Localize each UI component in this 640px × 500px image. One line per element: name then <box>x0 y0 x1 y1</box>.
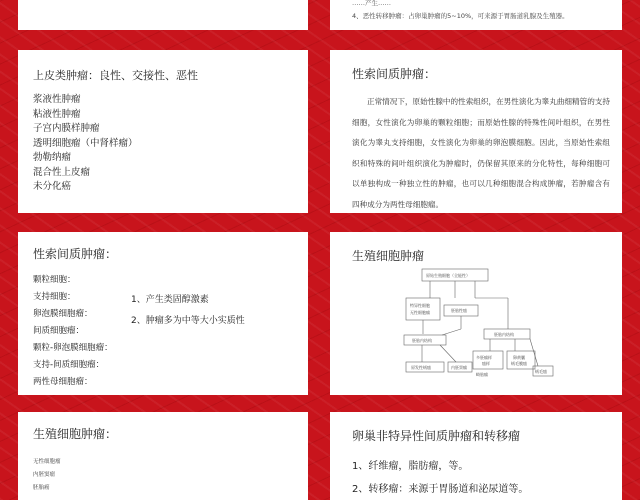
node-leaf-3: 畸胎瘤 <box>476 372 488 377</box>
list-item: 卵泡膜细胞瘤： <box>33 309 93 319</box>
epithelial-list <box>33 93 138 195</box>
list-item: 间质细胞瘤： <box>33 326 85 336</box>
slide-germ-diagram <box>330 232 622 395</box>
node-right-leaf-1: 卵黄囊 <box>513 355 525 360</box>
list-item: 两性母细胞瘤： <box>33 377 93 387</box>
cell-type-list <box>33 272 113 391</box>
top-right-line-2: 4、恶性转移肿瘤：占卵巢肿瘤的5~10%，可来源于胃肠道乳腺及生殖器。 <box>352 12 569 20</box>
list-item: 勃勒纳瘤 <box>33 152 72 163</box>
node-mid-leaf-1: 多胚瘤样 <box>476 355 492 360</box>
slide-nonspecific <box>330 412 622 500</box>
germ-cell-diagram <box>330 232 622 395</box>
list-item: 子宫内膜样肿瘤 <box>33 123 100 134</box>
list-item: 内胚窦瘤 <box>33 472 56 478</box>
node-leaf-1: 原发性绒癌 <box>411 365 431 370</box>
note-1: 1、产生类固醇激素 <box>131 295 209 305</box>
node-leaf-2: 内胚窦瘤 <box>451 365 467 370</box>
slide-epithelial <box>18 50 308 213</box>
slide-title: 性索间质肿瘤： <box>33 247 118 261</box>
list-item: 支持细胞： <box>33 292 76 302</box>
node-left-branch-2: 无性细胞瘤 <box>410 310 430 315</box>
germ-list <box>33 456 61 495</box>
list-item: 胚胎癌 <box>33 485 50 491</box>
list-item: 透明细胞瘤（中肾样瘤） <box>33 137 138 149</box>
node-right-lower: 胚胎内结构 <box>494 332 514 337</box>
top-right-line-1: ……产生…… <box>352 0 391 7</box>
list-item: 浆液性肿瘤 <box>33 94 81 105</box>
slide-top-right <box>330 0 622 30</box>
node-mid-branch: 胚胎性癌 <box>451 308 467 313</box>
list-item: 支持-间质细胞瘤： <box>33 360 105 370</box>
node-left-lower: 胚胎内结构 <box>412 338 432 343</box>
note-2: 2、肿瘤多为中等大小实质性 <box>131 316 245 326</box>
nonspecific-item-2: 2、转移瘤：来源于胃肠道和泌尿道等。 <box>352 484 529 495</box>
sex-cord-paragraph: 正常情况下，原始性腺中的性索组织，在男性演化为睾丸曲细精管的支持细胞，女性演化为卵巢的颗粒细胞；而原始性腺的特殊性间叶组织，在男性演化为睾丸支持细胞，女性演化为卵巢的卵泡膜细胞。因此，当原始性索组织和特殊的间叶组织演化为肿瘤时，仍保留其原来的分化特性，每种细胞可以单独构成一种独立性的肿瘤，也可以几种细胞混合构成肿瘤，若肿瘤含有四种成分为两性母细胞瘤。 <box>352 97 610 209</box>
slide-sex-cord-list <box>18 232 308 395</box>
node-mid-leaf-2: 癌样 <box>482 361 490 366</box>
node-left-branch-1: 特异性细胞 <box>410 303 430 308</box>
list-item: 混合性上皮瘤 <box>33 166 91 178</box>
slide-title: 生殖细胞肿瘤 <box>352 249 425 263</box>
node-leaf-4: 绒毛癌 <box>535 369 547 374</box>
node-right-leaf-2: 绒毛膜癌 <box>511 361 527 366</box>
list-item: 颗粒细胞： <box>33 275 76 285</box>
list-item: 粘液性肿瘤 <box>33 108 81 120</box>
list-item: 颗粒-卵泡膜细胞瘤： <box>33 343 113 353</box>
slide-top-left <box>18 0 308 30</box>
nonspecific-item-1: 1、纤维瘤，脂肪瘤，等。 <box>352 461 469 472</box>
list-item: 无性细胞瘤 <box>33 459 61 465</box>
slide-sex-cord <box>330 50 622 213</box>
list-item: 未分化癌 <box>33 181 72 192</box>
slide-title: 上皮类肿瘤：良性、交接性、恶性 <box>33 69 198 82</box>
slide-title: 性索间质肿瘤： <box>352 67 437 81</box>
slide-germ-list <box>18 412 308 500</box>
slide-title: 卵巢非特异性间质肿瘤和转移瘤 <box>352 429 521 443</box>
node-root: 原始生殖细胞（全能性） <box>426 273 470 278</box>
slide-title: 生殖细胞肿瘤： <box>33 427 118 441</box>
